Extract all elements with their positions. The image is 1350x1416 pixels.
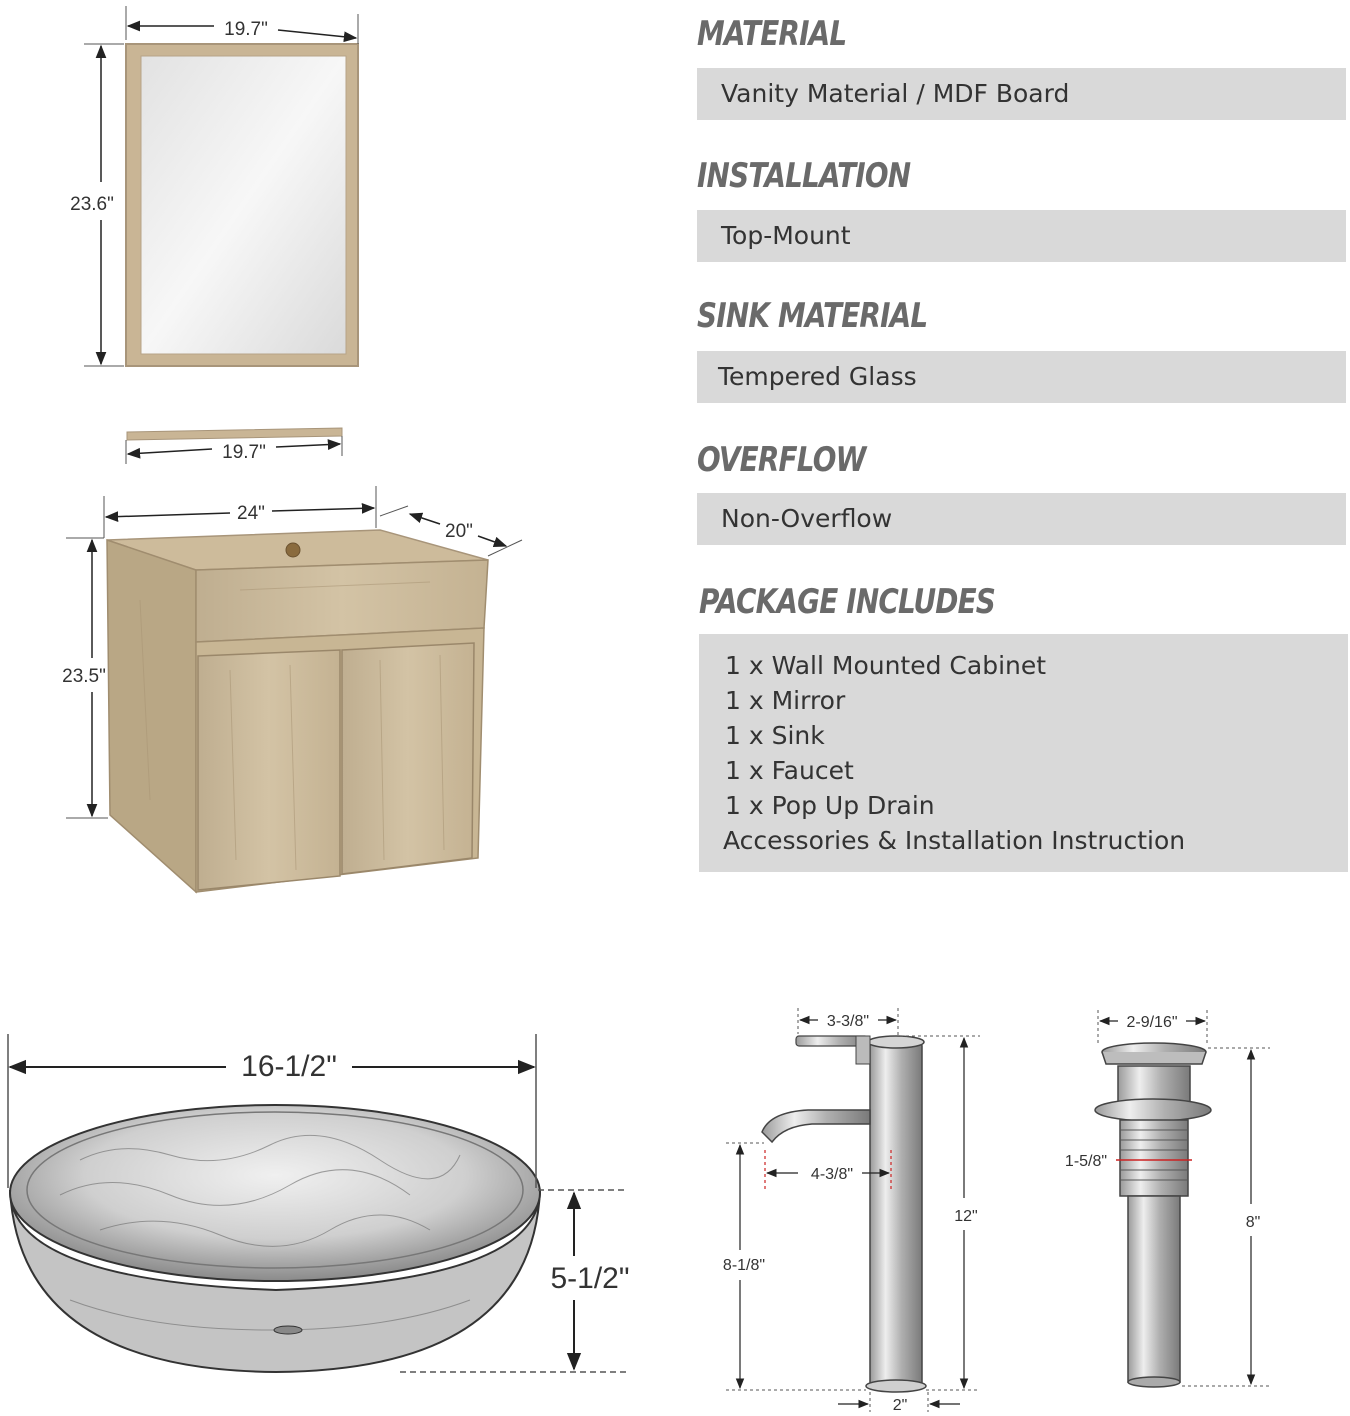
shelf-width-label: 19.7" xyxy=(222,442,266,463)
faucet-top-width-label: 3-3/8" xyxy=(826,1013,870,1030)
package-item: 1 x Mirror xyxy=(725,686,846,715)
mirror-diagram xyxy=(70,6,358,366)
sink-height-label: 5-1/2" xyxy=(550,1262,630,1295)
faucet-spout-height-label: 8-1/8" xyxy=(722,1257,766,1274)
sink-drain xyxy=(274,1326,302,1334)
cabinet-diagram xyxy=(62,486,522,892)
sink-material-value: Tempered Glass xyxy=(697,351,1346,403)
faucet-base-label: 2" xyxy=(892,1397,908,1414)
faucet-spout xyxy=(762,1110,870,1142)
mirror-width-label: 19.7" xyxy=(224,19,268,40)
mirror-height-label: 23.6" xyxy=(70,194,114,215)
cabinet-depth-label: 20" xyxy=(445,521,473,542)
package-item: 1 x Sink xyxy=(725,721,825,750)
drain-threaded-body xyxy=(1120,1120,1188,1196)
drain-diagram xyxy=(1065,1010,1270,1387)
package-item: 1 x Pop Up Drain xyxy=(725,791,935,820)
package-heading: PACKAGE INCLUDES xyxy=(699,582,996,622)
package-item: Accessories & Installation Instruction xyxy=(723,826,1186,855)
drain-diameter-label: 1-5/8" xyxy=(1064,1153,1108,1170)
installation-heading: INSTALLATION xyxy=(697,156,911,196)
shelf-board xyxy=(127,428,342,440)
faucet-height-label: 12" xyxy=(954,1208,978,1225)
package-list xyxy=(699,634,1348,872)
material-value: Vanity Material / MDF Board xyxy=(697,68,1346,120)
drain-flange xyxy=(1095,1099,1211,1121)
material-heading: MATERIAL xyxy=(697,14,847,54)
cabinet-side xyxy=(107,540,196,892)
drain-tailpiece xyxy=(1128,1196,1180,1382)
shelf-diagram xyxy=(126,428,342,464)
sink-material-heading: SINK MATERIAL xyxy=(697,296,928,336)
installation-value: Top-Mount xyxy=(697,210,1346,262)
faucet-diagram xyxy=(723,1008,980,1414)
cabinet-width-label: 24" xyxy=(237,503,265,524)
sink-diameter-label: 16-1/2" xyxy=(241,1050,337,1083)
drain-height-label: 8" xyxy=(1245,1214,1261,1231)
faucet-body xyxy=(870,1040,922,1388)
overflow-value: Non-Overflow xyxy=(697,493,1346,545)
package-item: 1 x Wall Mounted Cabinet xyxy=(725,651,1047,680)
sink-diagram xyxy=(8,1034,630,1372)
cabinet-height-label: 23.5" xyxy=(62,666,106,687)
faucet-hole xyxy=(286,543,300,557)
cabinet-door-right xyxy=(342,643,474,874)
mirror-glass xyxy=(141,56,346,354)
overflow-heading: OVERFLOW xyxy=(697,440,866,480)
faucet-spout-reach-label: 4-3/8" xyxy=(810,1166,854,1183)
package-item: 1 x Faucet xyxy=(725,756,854,785)
cabinet-door-left xyxy=(198,650,340,890)
drain-top-width-label: 2-9/16" xyxy=(1126,1014,1178,1031)
